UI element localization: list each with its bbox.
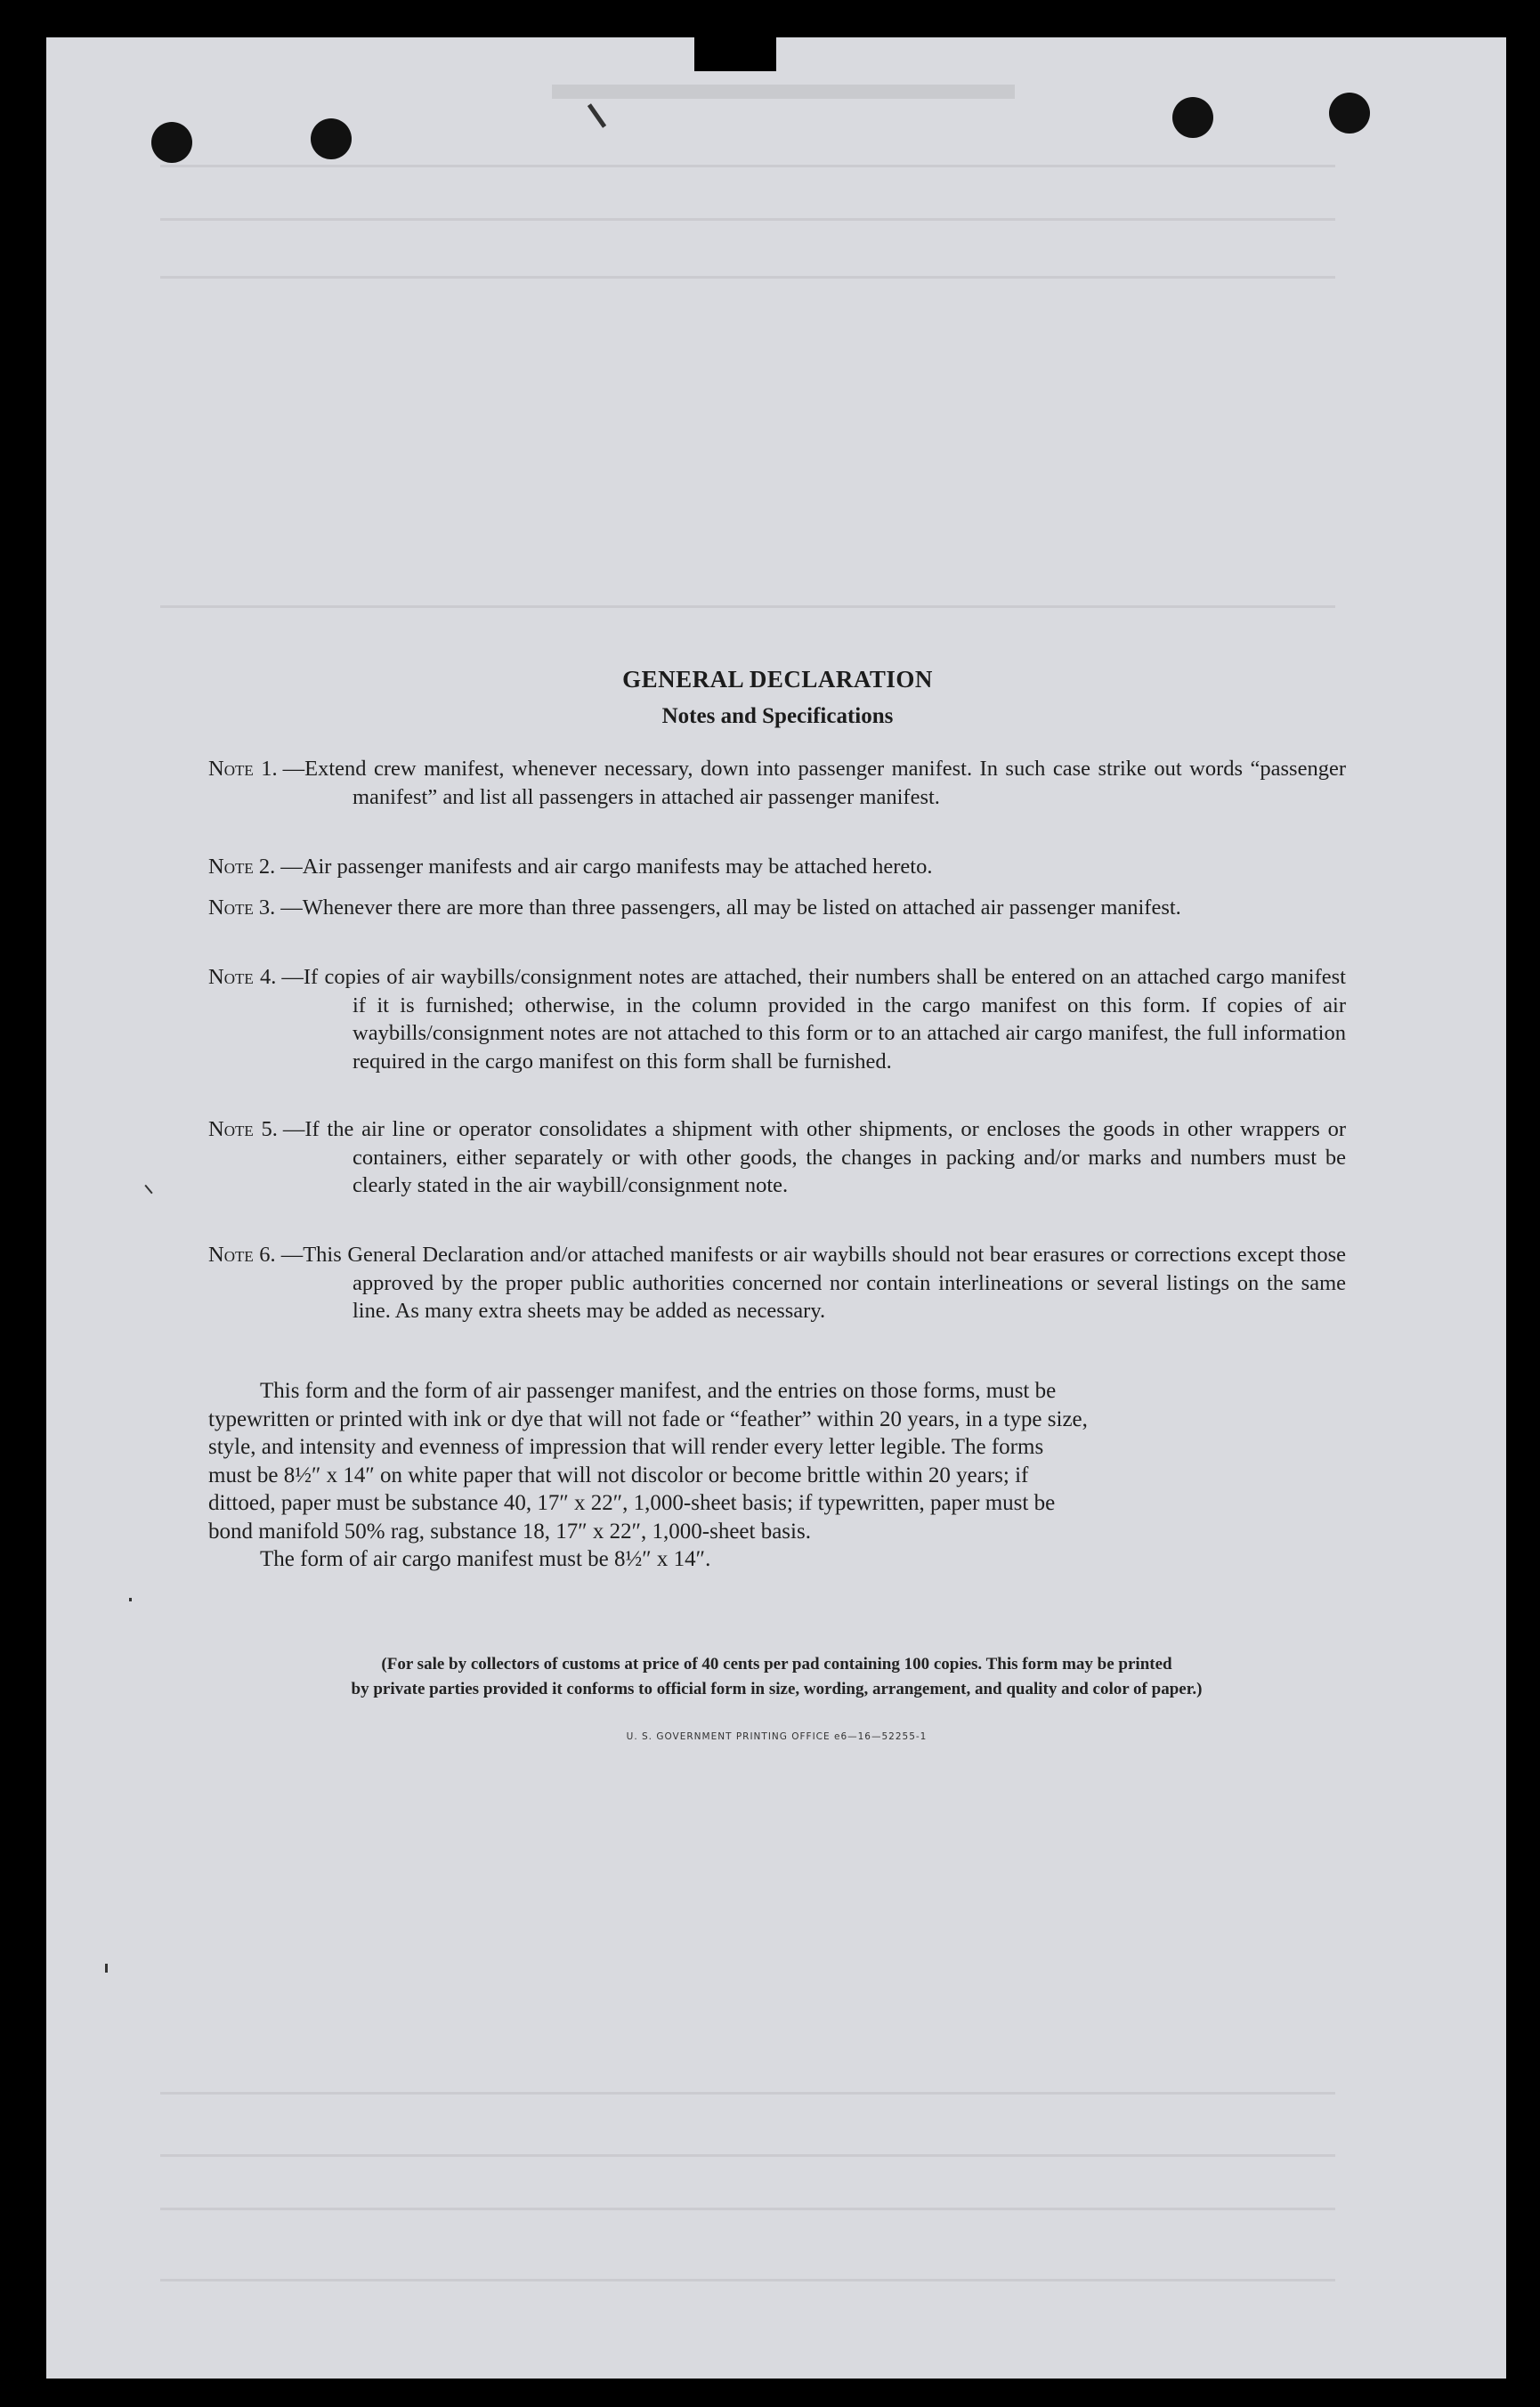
speck [129, 1598, 132, 1601]
cargo-manifest-line: The form of air cargo manifest must be 8½″ x 14″. [260, 1547, 711, 1571]
note-text: —If the air line or operator consolidates a shipment with other shipments, or encloses the goods in other wrappers or containers, either separately or with other goods, the changes in packing and/or marks and numbers must be clearly stated in the air waybill/consignment note. [282, 1117, 1346, 1197]
note-4 [208, 963, 1346, 1075]
note-label: Note 6. [208, 1243, 276, 1267]
paragraph-line: dittoed, paper must be substance 40, 17″ x 22″, 1,000-sheet basis; if typewritten, paper must be [208, 1491, 1056, 1515]
document-sheet [46, 37, 1506, 2379]
note-1 [208, 755, 1346, 811]
page-subtitle: Notes and Specifications [661, 704, 894, 728]
note-2 [208, 853, 1346, 881]
paragraph-line: bond manifold 50% rag, substance 18, 17″ x 22″, 1,000-sheet basis. [208, 1519, 811, 1544]
speck [105, 1964, 108, 1973]
note-text: —This General Declaration and/or attached manifests or air waybills should not bear erasures or corrections except those approved by the proper public authorities concerned nor contain interlineations or several listings on the same line. As many extra sheets may be added as necessary. [280, 1243, 1346, 1323]
sale-notice-line-2: by private parties provided it conforms to official form in size, wording, arrangement, and quality and color of paper.) [351, 1680, 1203, 1698]
note-label: Note 4. [208, 965, 277, 989]
note-text: —Extend crew manifest, whenever necessary, down into passenger manifest. In such case strike out words “passenger manifest” and list all passengers in attached air passenger manifest. [282, 757, 1347, 809]
paragraph-line: style, and intensity and evenness of impression that will render every letter legible. The forms [208, 1435, 1044, 1459]
specification-paragraph [208, 1377, 1346, 1574]
binding-tab [694, 0, 776, 71]
note-5 [208, 1115, 1346, 1200]
sale-notice-line-1: (For sale by collectors of customs at price of 40 cents per pad containing 100 copies. This form may be printed [381, 1655, 1172, 1674]
note-label: Note 1. [208, 757, 278, 781]
note-6 [208, 1241, 1346, 1325]
page-title: GENERAL DECLARATION [622, 666, 933, 693]
note-label: Note 2. [208, 855, 276, 879]
punch-hole [1329, 93, 1370, 134]
paragraph-line: must be 8½″ x 14″ on white paper that will not discolor or become brittle within 20 years; if [208, 1463, 1029, 1487]
printer-imprint: U. S. GOVERNMENT PRINTING OFFICE e6—16—52255-1 [626, 1731, 928, 1742]
paragraph-line: typewritten or printed with ink or dye that will not fade or “feather” within 20 years, in a type size, [208, 1406, 1088, 1431]
note-3 [208, 894, 1346, 922]
note-text: —Air passenger manifests and air cargo manifests may be attached hereto. [280, 855, 933, 879]
note-label: Note 5. [208, 1117, 278, 1141]
punch-hole [311, 118, 352, 159]
note-text: —If copies of air waybills/consignment notes are attached, their numbers shall be entered on an attached cargo manifest if it is furnished; otherwise, in the column provided in the cargo manifest on this form. If copies of air waybills/consignment notes are not attached to this form or to an attached air cargo manifest, the full information required in the cargo manifest on this form shall be furnished. [281, 965, 1346, 1074]
paragraph-line: This form and the form of air passenger manifest, and the entries on those forms, must be [260, 1379, 1057, 1403]
note-text: —Whenever there are more than three passengers, all may be listed on attached air passenger manifest. [280, 896, 1181, 920]
punch-hole [1172, 97, 1213, 138]
punch-hole [151, 122, 192, 163]
note-label: Note 3. [208, 896, 276, 920]
